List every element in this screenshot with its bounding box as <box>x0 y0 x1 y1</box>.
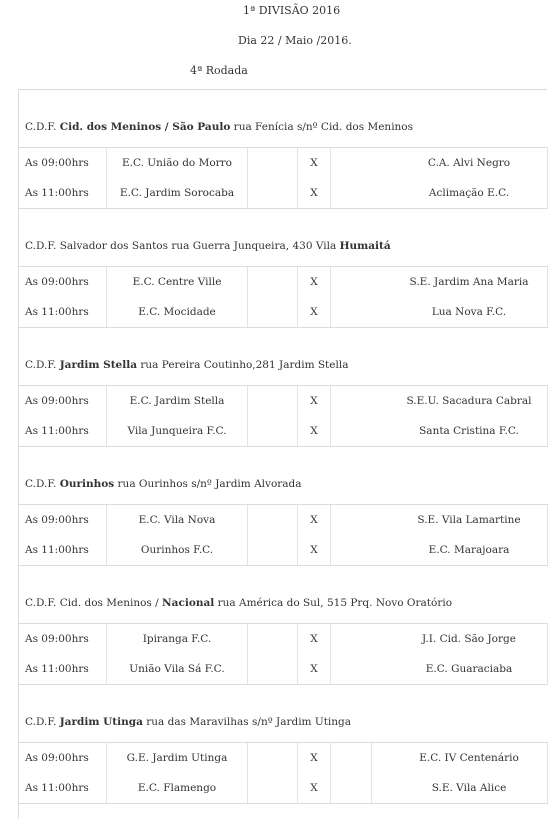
versus-mark: X <box>310 306 318 318</box>
away-team: S.E. Jardim Ana Maria <box>409 276 529 288</box>
versus-mark: X <box>310 633 318 645</box>
home-team: E.C. União do Morro <box>121 157 233 169</box>
away-team: S.E. Vila Lamartine <box>417 514 521 526</box>
home-team: Vila Junqueira F.C. <box>127 425 227 437</box>
match-time: As 09:00hrs <box>25 633 89 645</box>
venue-name: Ourinhos <box>59 478 115 490</box>
away-team: E.C. Guaraciaba <box>425 663 513 675</box>
match-time: As 09:00hrs <box>25 514 89 526</box>
match-time: As 11:00hrs <box>25 425 89 437</box>
venue-name: Cid. dos Meninos / São Paulo <box>59 121 231 133</box>
venue-text: C.D.F. <box>25 121 60 133</box>
venue-name: Jardim Utinga <box>59 716 143 728</box>
venue-title <box>19 350 548 380</box>
home-team: E.C. Jardim Sorocaba <box>119 187 235 199</box>
match-list <box>19 504 548 566</box>
home-team: E.C. Mocidade <box>138 306 216 318</box>
home-team: Ipiranga F.C. <box>142 633 212 645</box>
match-list <box>19 385 548 447</box>
away-team: Lua Nova F.C. <box>431 306 507 318</box>
match-row <box>19 178 548 208</box>
versus-mark: X <box>310 663 318 675</box>
venue-text: C.D.F. Cid. dos Meninos / <box>25 597 163 609</box>
match-row <box>19 505 548 535</box>
match-row <box>19 773 548 803</box>
away-team: S.E. Vila Alice <box>431 782 507 794</box>
venue-text: C.D.F. <box>25 359 60 371</box>
versus-mark: X <box>310 514 318 526</box>
venue-text: rua Pereira Coutinho,281 Jardim Stella <box>137 359 349 371</box>
away-team: E.C. Marajoara <box>428 544 510 556</box>
home-team: E.C. Flamengo <box>137 782 217 794</box>
versus-mark: X <box>310 276 318 288</box>
match-time: As 11:00hrs <box>25 187 89 199</box>
venue-title <box>19 588 548 618</box>
match-row <box>19 624 548 654</box>
match-row <box>19 267 548 297</box>
versus-mark: X <box>310 425 318 437</box>
venue-title <box>19 707 548 737</box>
venue-title <box>19 469 548 499</box>
match-time: As 09:00hrs <box>25 395 89 407</box>
home-team: União Vila Sá F.C. <box>129 663 225 675</box>
versus-mark: X <box>310 395 318 407</box>
versus-mark: X <box>310 782 318 794</box>
match-time: As 09:00hrs <box>25 276 89 288</box>
away-team: J.I. Cid. São Jorge <box>422 633 516 645</box>
home-team: E.C. Centre Ville <box>132 276 222 288</box>
away-team: Santa Cristina F.C. <box>419 425 519 437</box>
venue-text: C.D.F. <box>25 478 60 490</box>
versus-mark: X <box>310 187 318 199</box>
match-time: As 11:00hrs <box>25 544 89 556</box>
versus-mark: X <box>310 544 318 556</box>
home-team: E.C. Vila Nova <box>138 514 216 526</box>
home-team: G.E. Jardim Utinga <box>126 752 228 764</box>
venue-text: rua das Maravilhas s/nº Jardim Utinga <box>142 716 352 728</box>
match-list <box>19 147 548 209</box>
away-team: C.A. Alvi Negro <box>427 157 511 169</box>
match-row <box>19 654 548 684</box>
home-team: Ourinhos F.C. <box>140 544 214 556</box>
venue-name: Jardim Stella <box>59 359 138 371</box>
match-row <box>19 386 548 416</box>
match-time: As 09:00hrs <box>25 157 89 169</box>
away-team: E.C. IV Centenário <box>419 752 519 764</box>
match-time: As 09:00hrs <box>25 752 89 764</box>
division-title: 1ª DIVISÃO 2016 <box>243 4 341 17</box>
venue-text: rua Ourinhos s/nº Jardim Alvorada <box>114 478 302 490</box>
match-row <box>19 743 548 773</box>
venue-text: rua América do Sul, 515 Prq. Novo Oratório <box>214 597 453 609</box>
venue-name: Nacional <box>162 597 215 609</box>
venue-title <box>19 112 548 142</box>
venue-title <box>19 231 548 261</box>
versus-mark: X <box>310 157 318 169</box>
round-label: 4ª Rodada <box>190 64 248 77</box>
match-row <box>19 535 548 565</box>
match-row <box>19 416 548 446</box>
match-row <box>19 297 548 327</box>
away-team: Aclimação E.C. <box>428 187 510 199</box>
match-time: As 11:00hrs <box>25 782 89 794</box>
match-list <box>19 623 548 685</box>
venue-text: C.D.F. Salvador dos Santos rua Guerra Junqueira, 430 Vila <box>25 240 340 252</box>
match-time: As 11:00hrs <box>25 663 89 675</box>
match-date: Dia 22 / Maio /2016. <box>238 34 352 47</box>
venue-text: C.D.F. <box>25 716 60 728</box>
venue-text: rua Fenícia s/nº Cid. dos Meninos <box>230 121 414 133</box>
venue-name: Humaitá <box>339 240 391 252</box>
versus-mark: X <box>310 752 318 764</box>
fixtures-table <box>18 89 547 819</box>
home-team: E.C. Jardim Stella <box>129 395 225 407</box>
match-time: As 11:00hrs <box>25 306 89 318</box>
away-team: S.E.U. Sacadura Cabral <box>406 395 532 407</box>
match-row <box>19 148 548 178</box>
match-list <box>19 742 548 804</box>
match-list <box>19 266 548 328</box>
